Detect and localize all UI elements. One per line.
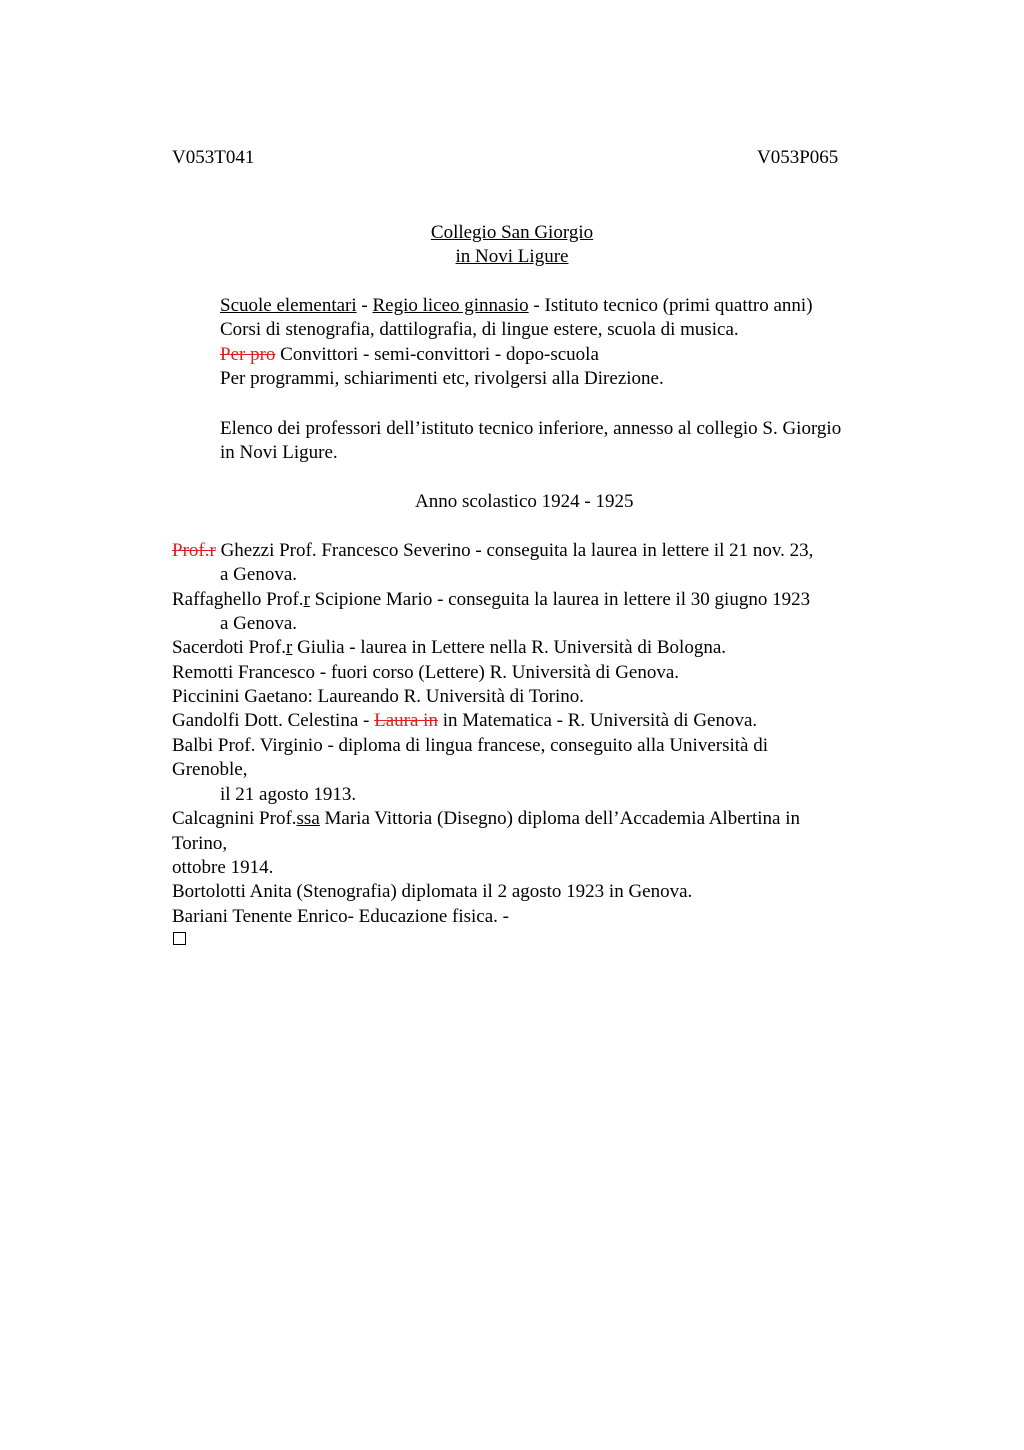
- entry-calcagnini-l2: Torino,: [172, 833, 228, 854]
- elenco-line-1: Elenco dei professori dell’istituto tecnico inferiore, annesso al collegio S. Giorgio: [220, 418, 842, 439]
- title-text-2: in Novi Ligure: [455, 246, 569, 267]
- entry-raffaghello-suffix: r: [303, 589, 310, 610]
- intro-schools: Scuole elementari: [220, 295, 357, 316]
- entry-sacerdoti: [172, 636, 726, 660]
- entry-calcagnini: [172, 807, 800, 831]
- entry-balbi: Balbi Prof. Virginio - diploma di lingua francese, conseguito alla Università di: [172, 735, 769, 756]
- intro-line-3: [220, 343, 599, 367]
- square-glyph-icon: [173, 932, 186, 945]
- entry-ghezzi-text: Ghezzi Prof. Francesco Severino - conseguita la laurea in lettere il 21 nov. 23,: [215, 540, 814, 561]
- title-line-2: [0, 245, 1024, 269]
- deleted-text: Laura in: [374, 710, 438, 731]
- entry-calcagnini-a: Calcagnini Prof.: [172, 808, 297, 829]
- entry-calcagnini-suffix: ssa: [296, 808, 320, 829]
- entry-sacerdoti-b: Giulia - laurea in Lettere nella R. Università di Bologna.: [292, 637, 727, 658]
- entry-raffaghello-cont: a Genova.: [220, 613, 298, 634]
- intro-line-1: [220, 294, 813, 318]
- intro-istituto: - Istituto tecnico (primi quattro anni): [528, 295, 813, 316]
- document-code-left: V053T041: [172, 147, 255, 168]
- entry-calcagnini-l3: ottobre 1914.: [172, 857, 274, 878]
- title-text-1: Collegio San Giorgio: [430, 222, 594, 243]
- entry-balbi-l2: Grenoble,: [172, 759, 248, 780]
- entry-bortolotti: Bortolotti Anita (Stenografia) diplomata il 2 agosto 1923 in Genova.: [172, 881, 693, 902]
- school-year: Anno scolastico 1924 - 1925: [415, 491, 634, 512]
- entry-balbi-l3: il 21 agosto 1913.: [220, 784, 357, 805]
- intro-liceo: Regio liceo ginnasio: [372, 295, 529, 316]
- entry-sacerdoti-a: Sacerdoti Prof.: [172, 637, 286, 658]
- document-code-right: V053P065: [757, 147, 839, 168]
- deleted-text: Prof.r: [172, 540, 216, 561]
- entry-gandolfi-a: Gandolfi Dott. Celestina -: [172, 710, 375, 731]
- entry-remotti: Remotti Francesco - fuori corso (Lettere) R. Università di Genova.: [172, 662, 680, 683]
- entry-calcagnini-b: Maria Vittoria (Disegno) diploma dell’Accademia Albertina in: [319, 808, 800, 829]
- deleted-text: Per pro: [220, 344, 276, 365]
- entry-raffaghello-a: Raffaghello Prof.: [172, 589, 304, 610]
- entry-sacerdoti-suffix: r: [285, 637, 293, 658]
- entry-gandolfi: [172, 709, 757, 733]
- entry-piccinini: Piccinini Gaetano: Laureando R. Università di Torino.: [172, 686, 584, 707]
- entry-raffaghello: [172, 588, 810, 612]
- intro-line-4: Per programmi, schiarimenti etc, rivolgersi alla Direzione.: [220, 368, 664, 389]
- intro-convittori: Convittori - semi-convittori - dopo-scuola: [275, 344, 599, 365]
- entry-gandolfi-b: in Matematica - R. Università di Genova.: [437, 710, 758, 731]
- intro-sep: -: [356, 295, 373, 316]
- entry-bariani: Bariani Tenente Enrico- Educazione fisica. -: [172, 906, 509, 927]
- entry-ghezzi-cont: a Genova.: [220, 564, 298, 585]
- intro-line-2: Corsi di stenografia, dattilografia, di lingue estere, scuola di musica.: [220, 319, 739, 340]
- entry-ghezzi: [172, 539, 813, 563]
- title-line-1: [0, 221, 1024, 245]
- elenco-line-2: in Novi Ligure.: [220, 442, 338, 463]
- entry-raffaghello-b: Scipione Mario - conseguita la laurea in lettere il 30 giugno 1923: [309, 589, 811, 610]
